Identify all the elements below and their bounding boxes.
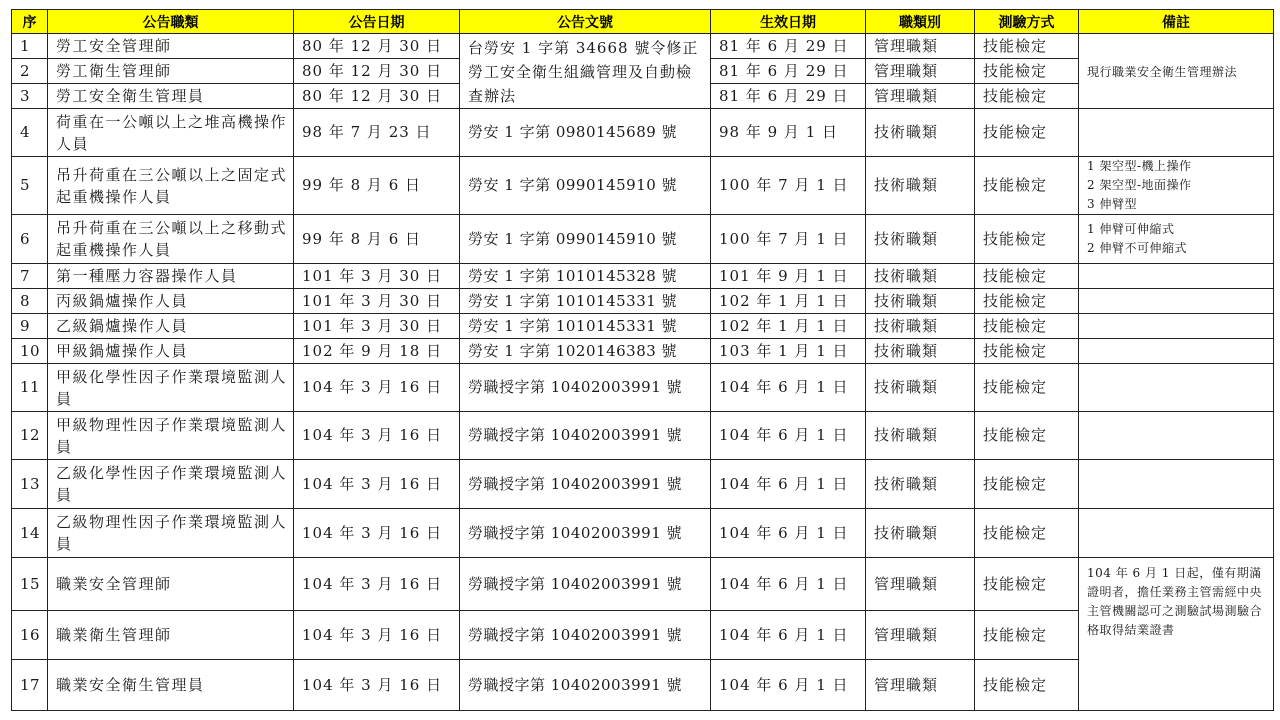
row-effective-date: 98 年 9 月 1 日 <box>711 109 866 157</box>
row-number: 13 <box>12 460 48 509</box>
certification-table <box>11 9 1274 711</box>
row-test-method: 技能檢定 <box>975 509 1079 558</box>
row-number: 11 <box>12 364 48 412</box>
row-announce-date: 102 年 9 月 18 日 <box>294 339 460 364</box>
table-row <box>12 412 1274 460</box>
row-category: 管理職類 <box>866 34 975 59</box>
header-effective: 生效日期 <box>711 10 866 34</box>
row-test-method: 技能檢定 <box>975 660 1079 711</box>
row-announce-date: 80 年 12 月 30 日 <box>294 59 460 84</box>
row-number: 12 <box>12 412 48 460</box>
note-line: 2 架空型-地面操作 <box>1087 178 1192 192</box>
row-doc-number-merged: 台勞安 1 字第 34668 號令修正勞工安全衛生組織管理及自動檢查辦法 <box>460 34 711 109</box>
row-note <box>1079 364 1274 412</box>
row-number: 9 <box>12 314 48 339</box>
row-effective-date: 103 年 1 月 1 日 <box>711 339 866 364</box>
row-job-name: 乙級鍋爐操作人員 <box>48 314 294 339</box>
row-number: 4 <box>12 109 48 157</box>
row-effective-date: 102 年 1 月 1 日 <box>711 314 866 339</box>
row-note <box>1079 509 1274 558</box>
row-doc-number: 勞職授字第 10402003991 號 <box>460 660 711 711</box>
row-number: 15 <box>12 558 48 611</box>
row-category: 技術職類 <box>866 264 975 289</box>
row-doc-number: 勞安 1 字第 1020146383 號 <box>460 339 711 364</box>
row-doc-number: 勞安 1 字第 0990145910 號 <box>460 157 711 215</box>
row-announce-date: 101 年 3 月 30 日 <box>294 264 460 289</box>
row-effective-date: 100 年 7 月 1 日 <box>711 157 866 215</box>
row-effective-date: 104 年 6 月 1 日 <box>711 412 866 460</box>
table-row <box>12 157 1274 215</box>
row-effective-date: 104 年 6 月 1 日 <box>711 364 866 412</box>
row-job-name: 甲級鍋爐操作人員 <box>48 339 294 364</box>
row-announce-date: 99 年 8 月 6 日 <box>294 215 460 264</box>
row-category: 技術職類 <box>866 215 975 264</box>
header-no: 序 <box>12 10 48 34</box>
row-announce-date: 104 年 3 月 16 日 <box>294 509 460 558</box>
row-category: 技術職類 <box>866 509 975 558</box>
row-test-method: 技能檢定 <box>975 215 1079 264</box>
row-doc-number: 勞職授字第 10402003991 號 <box>460 558 711 611</box>
row-job-name: 甲級化學性因子作業環境監測人員 <box>48 364 294 412</box>
row-category: 技術職類 <box>866 412 975 460</box>
table-row <box>12 314 1274 339</box>
row-test-method: 技能檢定 <box>975 611 1079 660</box>
row-effective-date: 101 年 9 月 1 日 <box>711 264 866 289</box>
row-effective-date: 81 年 6 月 29 日 <box>711 34 866 59</box>
row-announce-date: 104 年 3 月 16 日 <box>294 660 460 711</box>
row-job-name: 勞工安全管理師 <box>48 34 294 59</box>
row-category: 技術職類 <box>866 109 975 157</box>
row-doc-number: 勞安 1 字第 0990145910 號 <box>460 215 711 264</box>
row-job-name: 吊升荷重在三公噸以上之固定式起重機操作人員 <box>48 157 294 215</box>
row-test-method: 技能檢定 <box>975 460 1079 509</box>
header-category: 職類別 <box>866 10 975 34</box>
row-doc-number: 勞職授字第 10402003991 號 <box>460 412 711 460</box>
row-category: 技術職類 <box>866 339 975 364</box>
row-job-name: 丙級鍋爐操作人員 <box>48 289 294 314</box>
row-category: 管理職類 <box>866 611 975 660</box>
row-number: 14 <box>12 509 48 558</box>
row-announce-date: 104 年 3 月 16 日 <box>294 364 460 412</box>
row-note <box>1079 109 1274 157</box>
row-note <box>1079 412 1274 460</box>
row-effective-date: 81 年 6 月 29 日 <box>711 59 866 84</box>
row-note <box>1079 289 1274 314</box>
row-announce-date: 98 年 7 月 23 日 <box>294 109 460 157</box>
row-category: 技術職類 <box>866 364 975 412</box>
table-row <box>12 509 1274 558</box>
row-note-merged: 104 年 6 月 1 日起，僅有期滿證明者，擔任業務主管需經中央主管機關認可之測驗試場測驗合格取得結業證書 <box>1079 558 1274 711</box>
row-job-name: 勞工衛生管理師 <box>48 59 294 84</box>
row-number: 7 <box>12 264 48 289</box>
row-announce-date: 104 年 3 月 16 日 <box>294 611 460 660</box>
row-test-method: 技能檢定 <box>975 264 1079 289</box>
row-note <box>1079 314 1274 339</box>
row-test-method: 技能檢定 <box>975 339 1079 364</box>
row-number: 5 <box>12 157 48 215</box>
row-number: 1 <box>12 34 48 59</box>
row-test-method: 技能檢定 <box>975 84 1079 109</box>
header-note: 備註 <box>1079 10 1274 34</box>
row-test-method: 技能檢定 <box>975 364 1079 412</box>
row-note <box>1079 215 1274 264</box>
row-announce-date: 80 年 12 月 30 日 <box>294 84 460 109</box>
table-row <box>12 264 1274 289</box>
row-job-name: 職業安全衛生管理員 <box>48 660 294 711</box>
row-job-name: 勞工安全衛生管理員 <box>48 84 294 109</box>
table-row <box>12 558 1274 611</box>
header-row <box>12 10 1274 34</box>
row-doc-number: 勞職授字第 10402003991 號 <box>460 460 711 509</box>
row-test-method: 技能檢定 <box>975 289 1079 314</box>
row-announce-date: 101 年 3 月 30 日 <box>294 314 460 339</box>
row-job-name: 第一種壓力容器操作人員 <box>48 264 294 289</box>
row-announce-date: 99 年 8 月 6 日 <box>294 157 460 215</box>
row-doc-number: 勞職授字第 10402003991 號 <box>460 364 711 412</box>
row-effective-date: 104 年 6 月 1 日 <box>711 558 866 611</box>
row-number: 3 <box>12 84 48 109</box>
row-doc-number: 勞職授字第 10402003991 號 <box>460 611 711 660</box>
note-line: 3 伸臂型 <box>1087 197 1137 211</box>
row-job-name: 職業安全管理師 <box>48 558 294 611</box>
row-job-name: 甲級物理性因子作業環境監測人員 <box>48 412 294 460</box>
row-announce-date: 104 年 3 月 16 日 <box>294 412 460 460</box>
row-number: 10 <box>12 339 48 364</box>
row-doc-number: 勞安 1 字第 0980145689 號 <box>460 109 711 157</box>
header-doc: 公告文號 <box>460 10 711 34</box>
row-effective-date: 104 年 6 月 1 日 <box>711 509 866 558</box>
row-job-name: 職業衛生管理師 <box>48 611 294 660</box>
note-line: 1 架空型-機上操作 <box>1087 159 1192 173</box>
row-category: 技術職類 <box>866 289 975 314</box>
note-line: 1 伸臂可伸縮式 <box>1087 222 1175 236</box>
row-category: 技術職類 <box>866 460 975 509</box>
row-note <box>1079 339 1274 364</box>
table-row <box>12 339 1274 364</box>
row-category: 管理職類 <box>866 59 975 84</box>
row-note <box>1079 264 1274 289</box>
table-row <box>12 460 1274 509</box>
row-number: 8 <box>12 289 48 314</box>
row-test-method: 技能檢定 <box>975 109 1079 157</box>
row-announce-date: 104 年 3 月 16 日 <box>294 460 460 509</box>
row-note <box>1079 460 1274 509</box>
header-date: 公告日期 <box>294 10 460 34</box>
row-number: 16 <box>12 611 48 660</box>
row-test-method: 技能檢定 <box>975 412 1079 460</box>
row-effective-date: 104 年 6 月 1 日 <box>711 460 866 509</box>
row-note-merged: 現行職業安全衛生管理辦法 <box>1079 34 1274 109</box>
row-job-name: 乙級物理性因子作業環境監測人員 <box>48 509 294 558</box>
row-category: 管理職類 <box>866 84 975 109</box>
table-row <box>12 289 1274 314</box>
row-doc-number: 勞安 1 字第 1010145331 號 <box>460 314 711 339</box>
table-row <box>12 109 1274 157</box>
note-line: 2 伸臂不可伸縮式 <box>1087 241 1187 255</box>
row-number: 6 <box>12 215 48 264</box>
row-job-name: 吊升荷重在三公噸以上之移動式起重機操作人員 <box>48 215 294 264</box>
row-number: 17 <box>12 660 48 711</box>
row-test-method: 技能檢定 <box>975 558 1079 611</box>
header-test: 測驗方式 <box>975 10 1079 34</box>
row-announce-date: 104 年 3 月 16 日 <box>294 558 460 611</box>
row-note <box>1079 157 1274 215</box>
row-job-name: 乙級化學性因子作業環境監測人員 <box>48 460 294 509</box>
row-category: 技術職類 <box>866 157 975 215</box>
row-doc-number: 勞安 1 字第 1010145331 號 <box>460 289 711 314</box>
row-category: 管理職類 <box>866 558 975 611</box>
row-doc-number: 勞安 1 字第 1010145328 號 <box>460 264 711 289</box>
table-row <box>12 215 1274 264</box>
row-job-name: 荷重在一公噸以上之堆高機操作人員 <box>48 109 294 157</box>
row-category: 技術職類 <box>866 314 975 339</box>
header-name: 公告職類 <box>48 10 294 34</box>
row-effective-date: 104 年 6 月 1 日 <box>711 660 866 711</box>
row-effective-date: 104 年 6 月 1 日 <box>711 611 866 660</box>
row-effective-date: 81 年 6 月 29 日 <box>711 84 866 109</box>
row-test-method: 技能檢定 <box>975 314 1079 339</box>
row-doc-number: 勞職授字第 10402003991 號 <box>460 509 711 558</box>
row-category: 管理職類 <box>866 660 975 711</box>
row-test-method: 技能檢定 <box>975 59 1079 84</box>
row-test-method: 技能檢定 <box>975 34 1079 59</box>
row-announce-date: 80 年 12 月 30 日 <box>294 34 460 59</box>
row-effective-date: 102 年 1 月 1 日 <box>711 289 866 314</box>
row-test-method: 技能檢定 <box>975 157 1079 215</box>
table-row <box>12 34 1274 59</box>
table-row <box>12 364 1274 412</box>
row-number: 2 <box>12 59 48 84</box>
row-announce-date: 101 年 3 月 30 日 <box>294 289 460 314</box>
row-effective-date: 100 年 7 月 1 日 <box>711 215 866 264</box>
